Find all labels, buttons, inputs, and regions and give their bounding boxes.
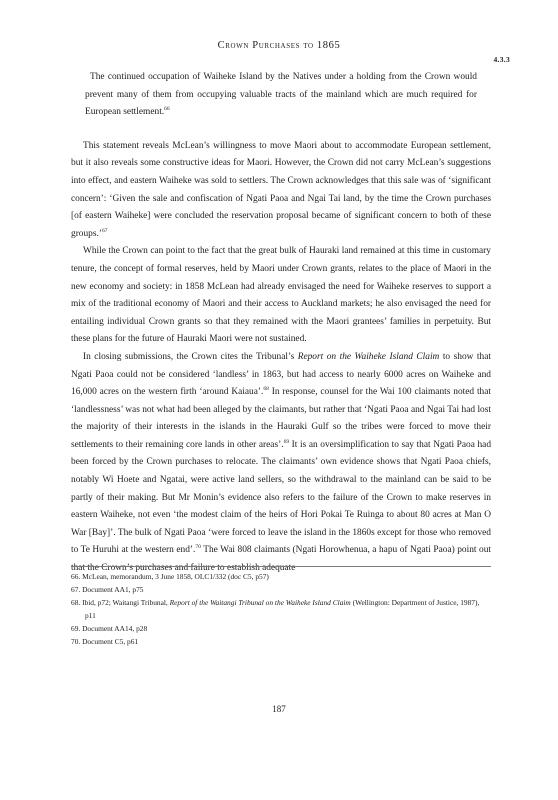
- paragraph-text: This statement reveals McLean’s willingness to move Maori about to accommodate European settlement, but it also reveals some constructive ideas for Maori. However, the Crown did not carry McLean’s suggestions into effect, and eastern Waiheke was sold to settlers. The Crown acknowledges that this sale was of ‘significant concern’: ‘Given the sale and confiscation of Ngati Paoa and Ngai Tai land, by the time the Crown purchases [of eastern Waiheke] were concluded the reservation proposal became of significant concern to both of these groups.’: [71, 140, 491, 239]
- footnote-ref-66[interactable]: 66: [164, 106, 170, 113]
- paragraph: [71, 243, 491, 349]
- paragraph: [71, 349, 491, 578]
- paragraph-text: The Wai 808 claimants (Ngati Horowhenua, a hapu of Ngati Paoa) point out that the Crown’s purchases and failure to establish adequate: [71, 545, 492, 574]
- paragraph-text: to show that Ngati Paoa could not be considered ‘landless’ in 1863, but had access to nearly 6000 acres on Waiheke and 16,000 acres on the western firth ‘around Kaiaua’.: [71, 351, 491, 398]
- footnote-ref-70[interactable]: 70: [195, 544, 201, 551]
- running-header: Crown Purchases to 1865: [217, 40, 341, 51]
- footnote-68: [71, 596, 491, 622]
- body-text: [71, 69, 491, 578]
- footnote-69: 69. Document AA14, p28: [71, 624, 148, 633]
- footnote-text: (Wellington: Department of Justice, 1987), p11: [85, 598, 480, 620]
- section-number: 4.3.3: [493, 55, 510, 64]
- footnote-66: 66. McLean, memorandum, 3 June 1858, OLC1/332 (doc C5, p57): [71, 572, 269, 581]
- footnote-ref-69[interactable]: 69: [283, 438, 290, 445]
- footnote-67: 67. Document AA1, p75: [71, 585, 144, 594]
- page-number: 187: [272, 704, 286, 714]
- block-quote: [85, 69, 477, 122]
- footnote-70: 70. Document C5, p61: [71, 637, 139, 646]
- quote-text: The continued occupation of Waiheke Island by the Natives under a holding from the Crown would prevent many of them from occupying valuable tracts of the mainland which are much required for European settlement.: [85, 72, 477, 118]
- footnote-title: Report of the Waitangi Tribunal on the Waiheke Island Claim: [169, 598, 351, 607]
- footnote-text: 68. Ibid, p72; Waitangi Tribunal,: [71, 598, 170, 607]
- paragraph-text: In closing submissions, the Crown cites the Tribunal’s: [83, 351, 298, 362]
- paragraph-text: It is an oversimplification to say that Ngati Paoa had been forced by the Crown purchases to relocate. The claimants’ own evidence shows that Ngati Paoa chiefs, notably Wi Hoete and Ngatai, were active land sellers, so the withdrawal to the mainland can be said to be partly of their making. But Mr Monin’s evidence also refers to the failure of the Crown to make reserves in eastern Waiheke, not even ‘the modest claim of the heirs of Hori Pokai Te Ruinga to about 80 acres at Man O War [Bay]’. The bulk of Ngati Paoa ‘were forced to leave the island in the 1860s except for those who removed to Te Huruhi at the western end’.: [71, 439, 492, 556]
- report-title: Report on the Waiheke Island Claim: [297, 351, 440, 362]
- paragraph-text: While the Crown can point to the fact that the great bulk of Hauraki land remained at this time in customary tenure, the concept of formal reserves, held by Maori under Crown grants, relates to the place of Maori in the new economy and society: in 1858 McLean had already envisaged the need for Waiheke reserves to support a mix of the traditional economy of Maori and their access to Auckland markets; he also envisaged the need for entailing individual Crown grants so that they remained with the Maori grantees’ families in perpetuity. But these plans for the future of Hauraki Maori were not sustained.: [71, 246, 491, 345]
- footnote-ref-67[interactable]: 67: [102, 227, 108, 234]
- paragraph-text: In response, counsel for the Wai 100 claimants noted that ‘landlessness’ was not what had been alleged by the claimants, but rather that ‘Ngati Paoa and Ngai Tai had lost the majority of their interests in the islands in the Hauraki Gulf so the tribes were forced to move their settlements to their remaining core lands in other areas’.: [71, 387, 492, 450]
- footnote-ref-68[interactable]: 68: [263, 386, 269, 393]
- footnotes: [71, 566, 491, 648]
- paragraph: [71, 138, 491, 244]
